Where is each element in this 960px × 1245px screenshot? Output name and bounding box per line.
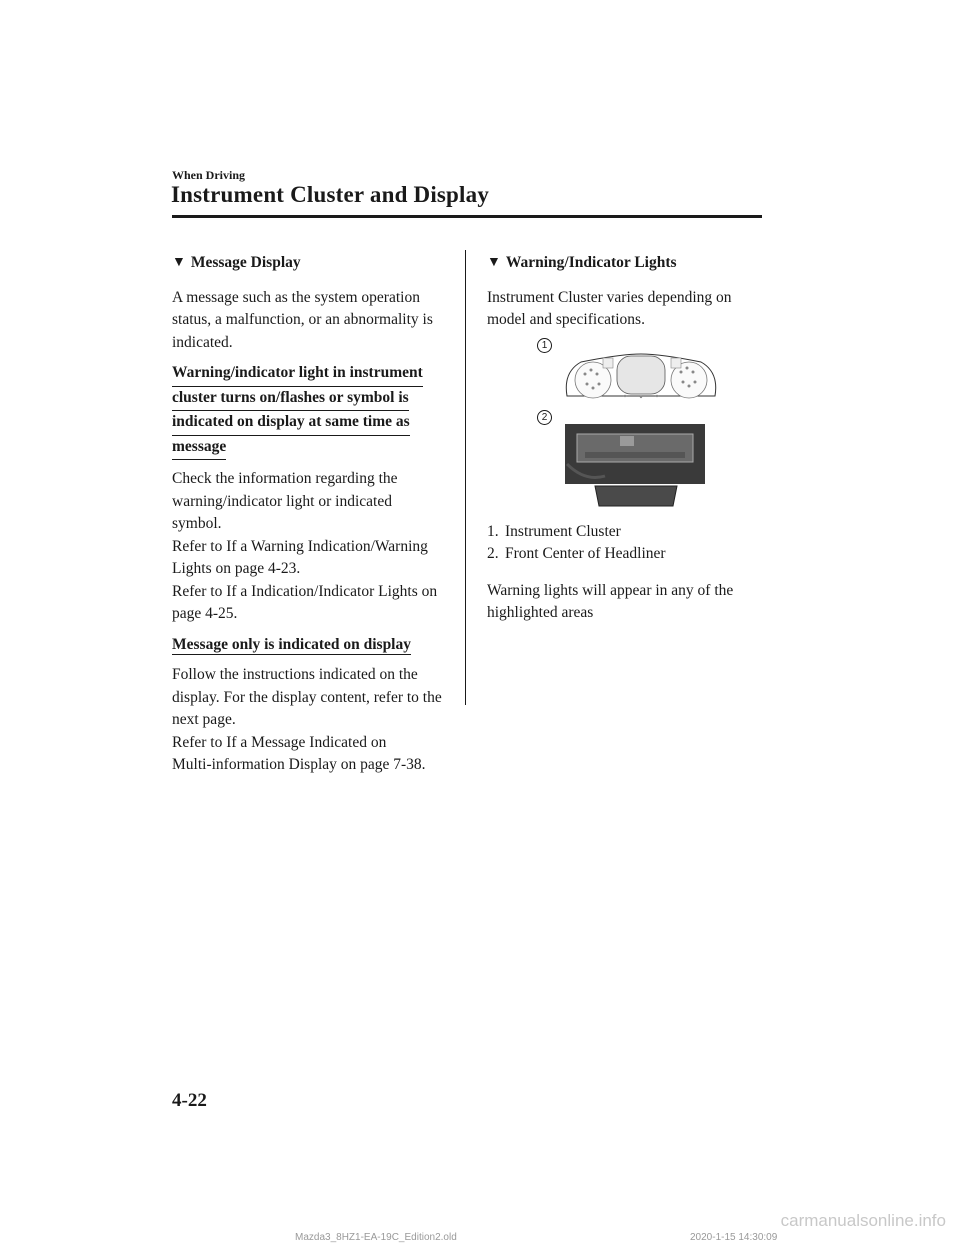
section-label: When Driving <box>172 168 246 182</box>
footer-timestamp: 2020-1-15 14:30:09 <box>690 1232 778 1243</box>
legend-item <box>487 543 757 566</box>
callout-1: 1 <box>537 338 552 353</box>
intro-paragraph: Instrument Cluster varies depending on model and specifications. <box>487 288 732 328</box>
title-rule <box>172 215 762 218</box>
subheading-line: Message only is indicated on display <box>172 635 411 653</box>
subheading-line: cluster turns on/flashes or symbol is <box>172 387 409 412</box>
cluster-figure <box>487 336 757 511</box>
subheading-line: indicated on display at same time as <box>172 411 410 436</box>
legend-text: Instrument Cluster <box>505 522 621 540</box>
footer-filename: Mazda3_8HZ1-EA-19C_Edition2.old <box>295 1232 457 1243</box>
column-divider <box>465 250 466 705</box>
right-column <box>487 252 757 633</box>
triangle-bullet-icon: ▼ <box>487 255 501 270</box>
message-display-heading <box>172 252 442 275</box>
page-title: Instrument Cluster and Display <box>171 182 490 207</box>
check-paragraph: Check the information regarding the warning/indicator light or indicated symbol. <box>172 470 398 532</box>
heading-text: Warning/Indicator Lights <box>505 254 677 271</box>
headliner-illustration <box>565 424 705 509</box>
legend-text: Front Center of Headliner <box>505 545 666 562</box>
legend-item <box>487 521 757 544</box>
legend-number: 1. <box>487 522 499 540</box>
reference-line: Refer to If a Message Indicated on <box>172 733 387 751</box>
highlight-note: Warning lights will appear in any of the highlighted areas <box>487 581 734 621</box>
intro-paragraph: A message such as the system operation status, a malfunction, or an abnormality is indicated. <box>172 288 433 351</box>
instrument-cluster-illustration <box>561 352 721 402</box>
triangle-bullet-icon: ▼ <box>172 255 186 270</box>
subheading-warning-light <box>172 362 442 460</box>
reference-line: Multi-information Display on page 7-38. <box>172 756 426 773</box>
reference-message-display <box>172 732 442 777</box>
reference-warning-lights: Refer to If a Warning Indication/Warning Lights on page 4-23. <box>172 537 428 577</box>
legend-number: 2. <box>487 545 499 562</box>
warning-indicator-heading <box>487 252 757 275</box>
callout-2: 2 <box>537 410 552 425</box>
subheading-line: message <box>172 436 226 461</box>
follow-paragraph: Follow the instructions indicated on the display. For the display content, refer to the next page. <box>172 666 442 728</box>
reference-indicator-lights: Refer to If a Indication/Indicator Lights on page 4-25. <box>172 582 438 622</box>
page-number: 4-22 <box>172 1090 207 1111</box>
watermark: carmanualsonline.info <box>780 1211 946 1230</box>
subheading-line: Warning/indicator light in instrument <box>172 362 423 387</box>
figure-legend <box>487 521 757 566</box>
heading-text: Message Display <box>190 254 301 271</box>
left-column <box>172 252 442 777</box>
subheading-message-only <box>172 634 442 657</box>
